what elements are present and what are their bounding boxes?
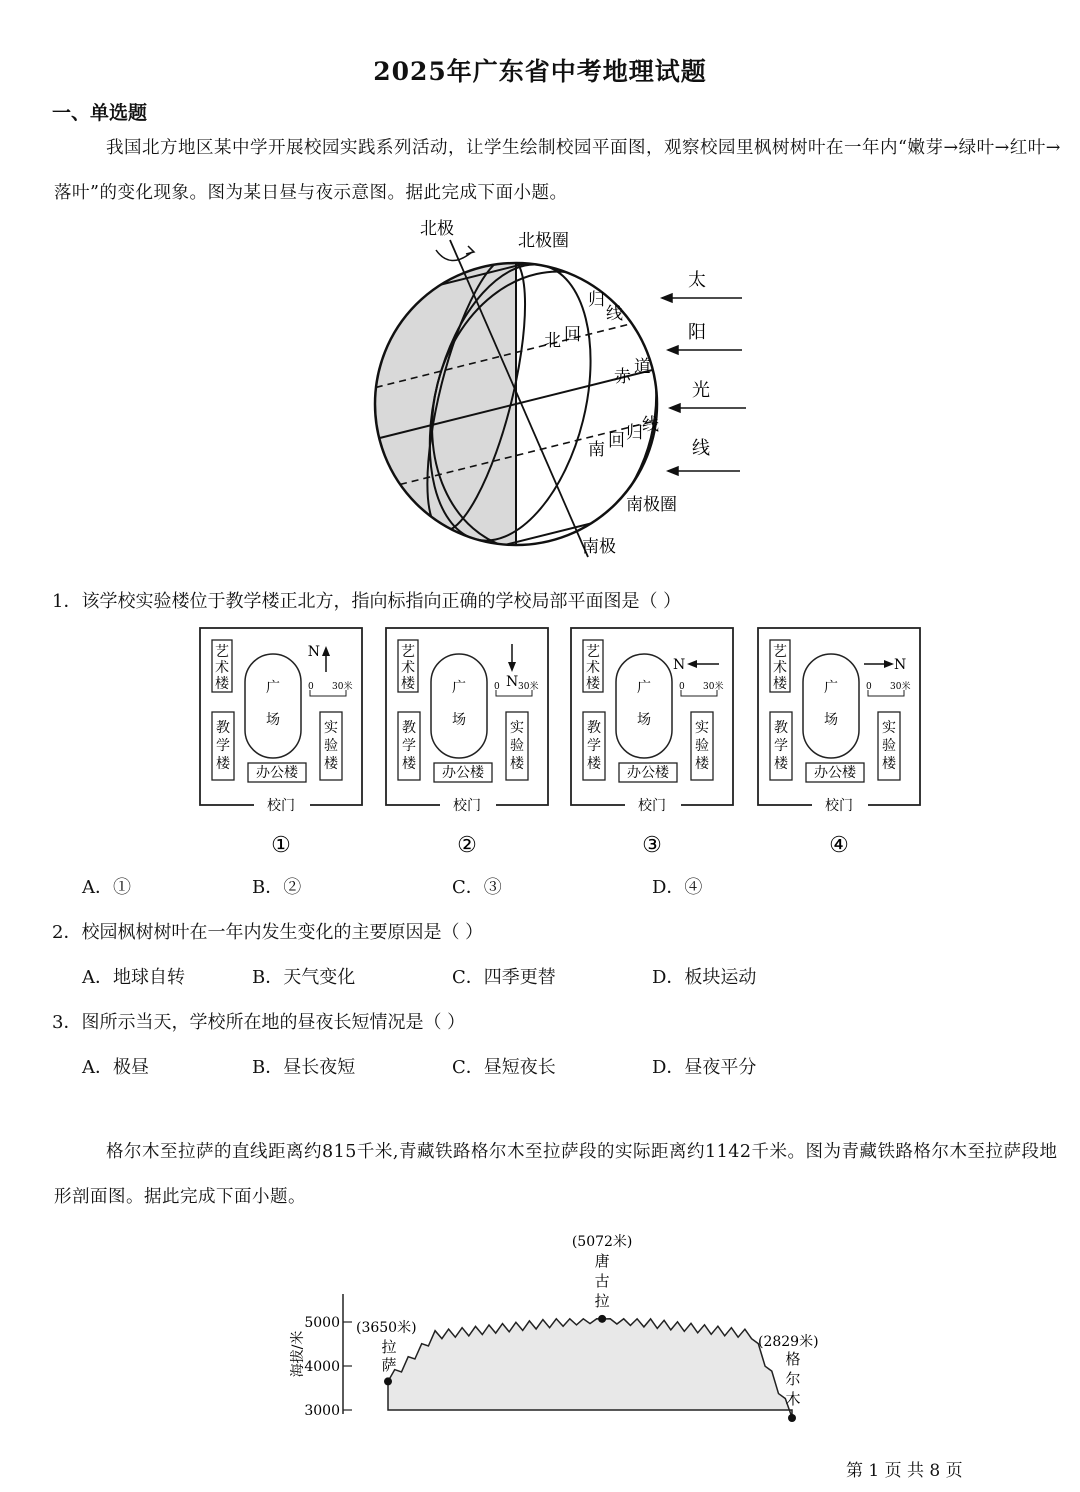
question-2-stem: 2．校园枫树树叶在一年内发生变化的主要原因是（ ） [52,922,484,943]
teaching-building-label: 楼 [774,756,788,772]
tropic-cancer-label: 回 [564,325,581,345]
square-label: 广 [266,680,280,696]
art-building-label: 术 [401,660,415,676]
lab-building-label: 楼 [324,756,338,772]
golmud-label: 木 [785,1390,801,1408]
square-label: 场 [824,712,838,728]
teaching-building-label: 学 [402,738,416,754]
lab-building-label: 楼 [695,756,709,772]
gate-label: 校门 [267,798,295,814]
art-building-label: 楼 [401,676,415,692]
question-1-stem: 1．该学校实验楼位于教学楼正北方，指向标指向正确的学校局部平面图是（ ） [52,591,682,612]
art-building-label: 术 [773,660,787,676]
art-building-label: 楼 [215,676,229,692]
q1-option-d[interactable]: D．④ [652,877,703,898]
tropic-capricorn-label: 南 [588,440,605,460]
equator-label: 赤 [614,367,631,387]
teaching-building-label: 楼 [216,756,230,772]
lab-building-label: 实 [695,720,709,736]
lab-building-label: 实 [882,720,896,736]
lab-building-label: 验 [882,738,896,754]
lhasa-elevation-label: (3650米) [356,1320,417,1336]
square-label: 广 [637,680,651,696]
square [245,654,301,758]
q3-option-a[interactable]: A．极昼 [82,1057,149,1078]
sunlight-label: 阳 [688,322,706,343]
teaching-building-label: 教 [774,720,788,736]
page-title: 2025年广东省中考地理试题 [373,57,707,86]
sunlight-label: 光 [692,380,710,401]
teaching-building-label: 学 [216,738,230,754]
scale-bar [866,680,910,696]
antarctic-circle-label: 南极圈 [626,495,677,515]
svg-text:0: 0 [308,682,314,692]
teaching-building-label: 学 [587,738,601,754]
square [616,654,672,758]
square [431,654,487,758]
teaching-building-label: 教 [402,720,416,736]
svg-text:N: N [307,644,320,660]
profile-point-marker [598,1315,606,1323]
gate-label: 校门 [638,798,666,814]
arctic-circle-label: 北极圈 [518,231,569,251]
north-arrow-icon [864,657,906,673]
q3-option-d[interactable]: D．昼夜平分 [652,1057,757,1078]
lhasa-label: 萨 [381,1356,397,1374]
lab-building-label: 验 [695,738,709,754]
north-pole-label: 北极 [420,219,454,239]
rotation-arrow-icon [436,250,472,261]
art-building-label: 艺 [586,644,600,660]
lab-building-label: 验 [324,738,338,754]
svg-text:0: 0 [494,682,500,692]
svg-text:N: N [894,657,907,673]
map-number-label: ① [271,833,291,858]
y-tick-label: 4000 [304,1359,340,1375]
q2-option-b[interactable]: B．天气变化 [252,967,356,988]
north-arrow-icon [506,644,518,690]
square-label: 场 [637,712,651,728]
campus-map-4 [758,628,920,814]
tanggula-label: 古 [594,1272,610,1290]
golmud-elevation-label: (2829米) [758,1334,819,1350]
q1-option-c[interactable]: C．③ [452,877,502,898]
lhasa-label: 拉 [381,1338,397,1356]
intro-text-1: 我国北方地区某中学开展校园实践系列活动，让学生绘制校园平面图，观察校园里枫树树叶在一年内“嫩芽→绿叶→红叶→落叶”的变化现象。图为某日昼与夜示意图。据此完成下面小题。 [54,138,1061,203]
map-number-label: ④ [829,833,849,858]
profile-point-marker [788,1414,796,1422]
north-arrow-icon [308,644,330,672]
golmud-label: 格 [785,1350,801,1368]
profile-point-marker [384,1377,392,1385]
tropic-cancer-label: 线 [606,304,623,324]
campus-maps-row [198,626,928,862]
art-building-label: 楼 [773,676,787,692]
svg-text:N: N [673,657,686,673]
art-building-label: 艺 [773,644,787,660]
map-number-label: ② [457,833,477,858]
lab-building-label: 验 [510,738,524,754]
svg-text:30米: 30米 [518,682,539,692]
square-label: 广 [452,680,466,696]
sunlight-label: 线 [692,438,710,459]
q3-option-c[interactable]: C．昼短夜长 [452,1057,556,1078]
intro-paragraph-2 [54,1130,1068,1220]
svg-text:0: 0 [679,682,685,692]
intro-text-2: 格尔木至拉萨的直线距离约815千米,青藏铁路格尔木至拉萨段的实际距离约1142千米。图为青藏铁路格尔木至拉萨段地形剖面图。据此完成下面小题。 [54,1142,1058,1207]
art-building-label: 楼 [586,676,600,692]
y-tick-label: 5000 [304,1315,340,1331]
teaching-building-label: 学 [774,738,788,754]
teaching-building-label: 楼 [402,756,416,772]
lab-building-label: 实 [510,720,524,736]
equator-label: 道 [634,357,651,377]
tropic-cancer-label: 北 [544,331,561,351]
tanggula-elevation-label: (5072米) [571,1234,633,1250]
office-label: 办公楼 [442,765,484,781]
svg-text:N: N [506,674,519,690]
teaching-building-label: 教 [587,720,601,736]
terrain-area [388,1319,792,1418]
svg-text:30米: 30米 [703,682,724,692]
square [803,654,859,758]
svg-text:30米: 30米 [332,682,353,692]
office-label: 办公楼 [627,765,669,781]
map-number-label: ③ [642,833,662,858]
square-label: 场 [266,712,280,728]
tropic-cancer-label: 归 [588,290,605,310]
lab-building-label: 楼 [882,756,896,772]
golmud-label: 尔 [785,1370,801,1388]
q2-option-c[interactable]: C．四季更替 [452,967,556,988]
intro-paragraph-1 [54,126,1068,216]
tropic-capricorn-label: 回 [608,431,625,451]
art-building-label: 艺 [401,644,415,660]
q2-option-d[interactable]: D．板块运动 [652,967,757,988]
page-footer: 第 1 页 共 8 页 [846,1461,963,1481]
svg-text:0: 0 [866,682,872,692]
q1-option-b[interactable]: B．② [252,877,302,898]
q3-option-b[interactable]: B．昼长夜短 [252,1057,356,1078]
campus-maps [198,626,928,862]
y-axis-label: 海拔/米 [290,1330,306,1378]
svg-text:30米: 30米 [890,682,911,692]
q2-option-a[interactable]: A．地球自转 [82,967,185,988]
tropic-capricorn-label: 线 [642,415,659,435]
art-building-label: 艺 [215,644,229,660]
lab-building-label: 实 [324,720,338,736]
campus-map-2 [386,628,548,814]
campus-map-3 [571,628,733,814]
lab-building-label: 楼 [510,756,524,772]
y-tick-label: 3000 [304,1403,340,1419]
campus-map-1 [200,628,362,814]
tropic-capricorn-label: 归 [626,423,643,443]
square-label: 广 [824,680,838,696]
terrain-profile-chart [280,1228,840,1428]
scale-bar [679,680,723,696]
gate-label: 校门 [453,798,481,814]
office-label: 办公楼 [814,765,856,781]
art-building-label: 术 [215,660,229,676]
south-pole-label: 南极 [582,537,616,557]
office-label: 办公楼 [256,765,298,781]
north-arrow-icon [673,657,719,673]
tanggula-label: 拉 [594,1292,610,1310]
section-heading: 一、单选题 [52,102,148,124]
teaching-building-label: 教 [216,720,230,736]
square-label: 场 [452,712,466,728]
question-3-stem: 3．图所示当天，学校所在地的昼夜长短情况是（ ） [52,1012,466,1033]
gate-label: 校门 [825,798,853,814]
sunlight-label: 太 [688,270,706,291]
q1-option-a[interactable]: A．① [82,877,131,898]
art-building-label: 术 [586,660,600,676]
globe-diagram [360,212,760,572]
teaching-building-label: 楼 [587,756,601,772]
tanggula-label: 唐 [594,1252,610,1270]
scale-bar [308,680,352,696]
